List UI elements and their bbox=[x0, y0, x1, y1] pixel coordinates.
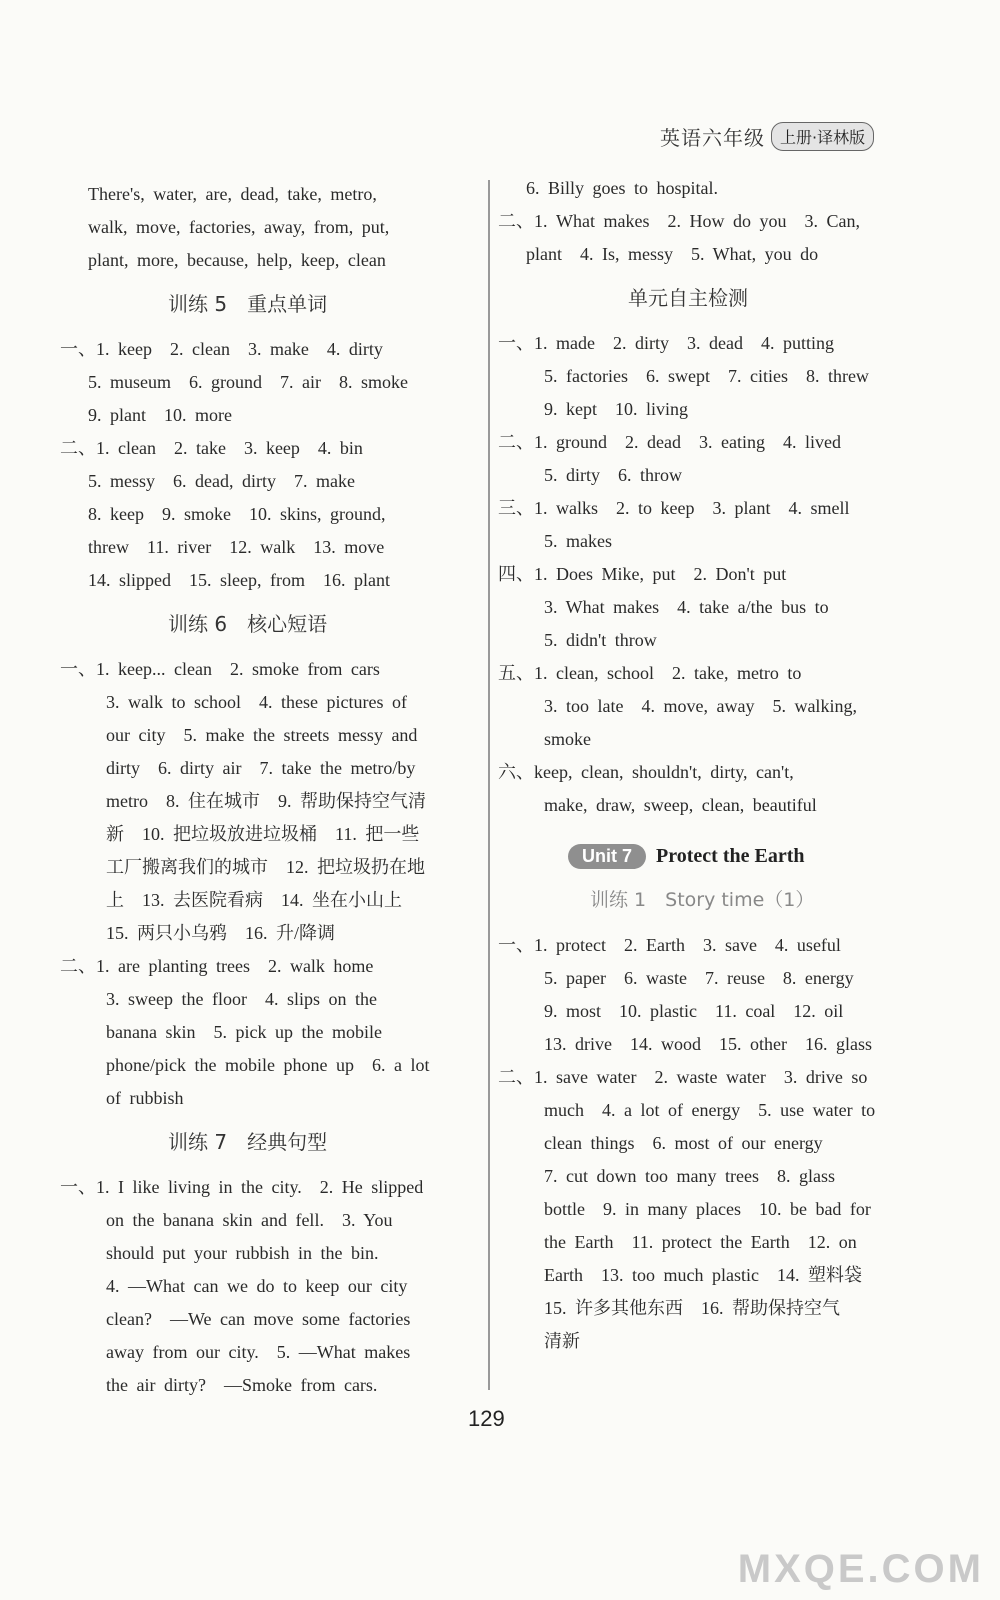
answer-line: threw 11. river 12. walk 13. move bbox=[88, 537, 385, 557]
answer-line: 一、1. I like living in the city. 2. He slipped bbox=[60, 1177, 424, 1197]
answer-line: 6. Billy goes to hospital. bbox=[526, 178, 719, 198]
answer-line: 5. messy 6. dead, dirty 7. make bbox=[88, 471, 355, 491]
answer-line: 一、1. made 2. dirty 3. dead 4. putting bbox=[498, 333, 834, 353]
answer-line: 14. slipped 15. sleep, from 16. plant bbox=[88, 570, 390, 590]
answer-line: 3. walk to school 4. these pictures of bbox=[106, 692, 407, 712]
answer-line: walk, move, factories, away, from, put, bbox=[88, 217, 390, 237]
answer-line: 三、1. walks 2. to keep 3. plant 4. smell bbox=[498, 498, 850, 518]
answer-line: on the banana skin and fell. 3. You bbox=[106, 1210, 393, 1230]
answer-line: 5. museum 6. ground 7. air 8. smoke bbox=[88, 372, 408, 392]
answer-line: 5. dirty 6. throw bbox=[544, 465, 682, 485]
answer-line: 5. factories 6. swept 7. cities 8. threw bbox=[544, 366, 869, 386]
answer-line: 二、1. are planting trees 2. walk home bbox=[60, 956, 374, 976]
answer-line: our city 5. make the streets messy and bbox=[106, 725, 418, 745]
page-number: 129 bbox=[468, 1406, 505, 1431]
answer-line: 上 13. 去医院看病 14. 坐在小山上 bbox=[106, 890, 402, 910]
left-column bbox=[60, 178, 470, 1402]
answer-line: 一、1. protect 2. Earth 3. save 4. useful bbox=[498, 935, 841, 955]
answer-line: 5. paper 6. waste 7. reuse 8. energy bbox=[544, 968, 854, 988]
answer-line: 二、1. What makes 2. How do you 3. Can, bbox=[498, 211, 860, 231]
answer-line: 工厂搬离我们的城市 12. 把垃圾扔在地 bbox=[106, 857, 425, 877]
answer-line: plant 4. Is, messy 5. What, you do bbox=[526, 244, 819, 264]
answer-line: banana skin 5. pick up the mobile bbox=[106, 1022, 382, 1042]
answer-line: 六、keep, clean, shouldn't, dirty, can't, bbox=[498, 762, 794, 782]
answer-line: bottle 9. in many places 10. be bad for bbox=[544, 1199, 871, 1219]
answer-line: 五、1. clean, school 2. take, metro to bbox=[498, 663, 802, 683]
answer-line: 13. drive 14. wood 15. other 16. glass bbox=[544, 1034, 872, 1054]
section-heading: 训练 5 重点单词 bbox=[168, 292, 328, 316]
right-column bbox=[498, 172, 918, 1358]
section-heading: 训练 1 Story time（1） bbox=[590, 889, 815, 911]
answer-line: 15. 许多其他东西 16. 帮助保持空气 bbox=[544, 1298, 840, 1318]
answer-line: 9. plant 10. more bbox=[88, 405, 232, 425]
unit-title: Protect the Earth bbox=[656, 845, 805, 867]
answer-line: smoke bbox=[544, 729, 591, 749]
page-header bbox=[660, 122, 874, 151]
section-heading: 训练 7 经典句型 bbox=[168, 1130, 328, 1154]
unit-heading bbox=[568, 844, 918, 869]
answer-line: 二、1. clean 2. take 3. keep 4. bin bbox=[60, 438, 363, 458]
answer-line: 一、1. keep... clean 2. smoke from cars bbox=[60, 659, 380, 679]
answer-line: clean? —We can move some factories bbox=[106, 1309, 411, 1329]
answer-line: 9. most 10. plastic 11. coal 12. oil bbox=[544, 1001, 844, 1021]
answer-line: 3. sweep the floor 4. slips on the bbox=[106, 989, 377, 1009]
answer-line: 7. cut down too many trees 8. glass bbox=[544, 1166, 835, 1186]
answer-line: 清新 bbox=[544, 1331, 580, 1351]
answer-line: Earth 13. too much plastic 14. 塑料袋 bbox=[544, 1265, 862, 1285]
answer-line: 四、1. Does Mike, put 2. Don't put bbox=[498, 564, 787, 584]
book-title: 英语六年级 bbox=[660, 126, 765, 150]
answer-line: away from our city. 5. —What makes bbox=[106, 1342, 411, 1362]
answer-line: make, draw, sweep, clean, beautiful bbox=[544, 795, 817, 815]
answer-line: the Earth 11. protect the Earth 12. on bbox=[544, 1232, 857, 1252]
answer-line: 一、1. keep 2. clean 3. make 4. dirty bbox=[60, 339, 383, 359]
answer-line: 二、1. ground 2. dead 3. eating 4. lived bbox=[498, 432, 841, 452]
answer-line: 5. makes bbox=[544, 531, 612, 551]
section-heading: 训练 6 核心短语 bbox=[168, 612, 328, 636]
watermark: MXQE.COM bbox=[737, 1547, 984, 1591]
answer-line: 9. kept 10. living bbox=[544, 399, 688, 419]
answer-line: phone/pick the mobile phone up 6. a lot bbox=[106, 1055, 430, 1075]
answer-line: There's, water, are, dead, take, metro, bbox=[88, 184, 377, 204]
answer-line: plant, more, because, help, keep, clean bbox=[88, 250, 386, 270]
answer-line: 8. keep 9. smoke 10. skins, ground, bbox=[88, 504, 386, 524]
answer-line: 5. didn't throw bbox=[544, 630, 657, 650]
answer-line: the air dirty? —Smoke from cars. bbox=[106, 1375, 378, 1395]
section-heading: 单元自主检测 bbox=[628, 286, 748, 310]
answer-line: 新 10. 把垃圾放进垃圾桶 11. 把一些 bbox=[106, 824, 420, 844]
answer-line: clean things 6. most of our energy bbox=[544, 1133, 823, 1153]
answer-line: dirty 6. dirty air 7. take the metro/by bbox=[106, 758, 416, 778]
answer-line: 3. What makes 4. take a/the bus to bbox=[544, 597, 829, 617]
answer-line: should put your rubbish in the bin. bbox=[106, 1243, 379, 1263]
answer-line: metro 8. 住在城市 9. 帮助保持空气清 bbox=[106, 791, 426, 811]
answer-line: 15. 两只小乌鸦 16. 升/降调 bbox=[106, 923, 336, 943]
answer-line: 二、1. save water 2. waste water 3. drive so bbox=[498, 1067, 868, 1087]
answer-line: 3. too late 4. move, away 5. walking, bbox=[544, 696, 857, 716]
column-divider bbox=[488, 180, 490, 1390]
answer-line: of rubbish bbox=[106, 1088, 184, 1108]
unit-badge: Unit 7 bbox=[568, 844, 646, 869]
answer-line: 4. —What can we do to keep our city bbox=[106, 1276, 408, 1296]
edition-badge: 上册·译林版 bbox=[771, 122, 874, 151]
answer-line: much 4. a lot of energy 5. use water to bbox=[544, 1100, 876, 1120]
